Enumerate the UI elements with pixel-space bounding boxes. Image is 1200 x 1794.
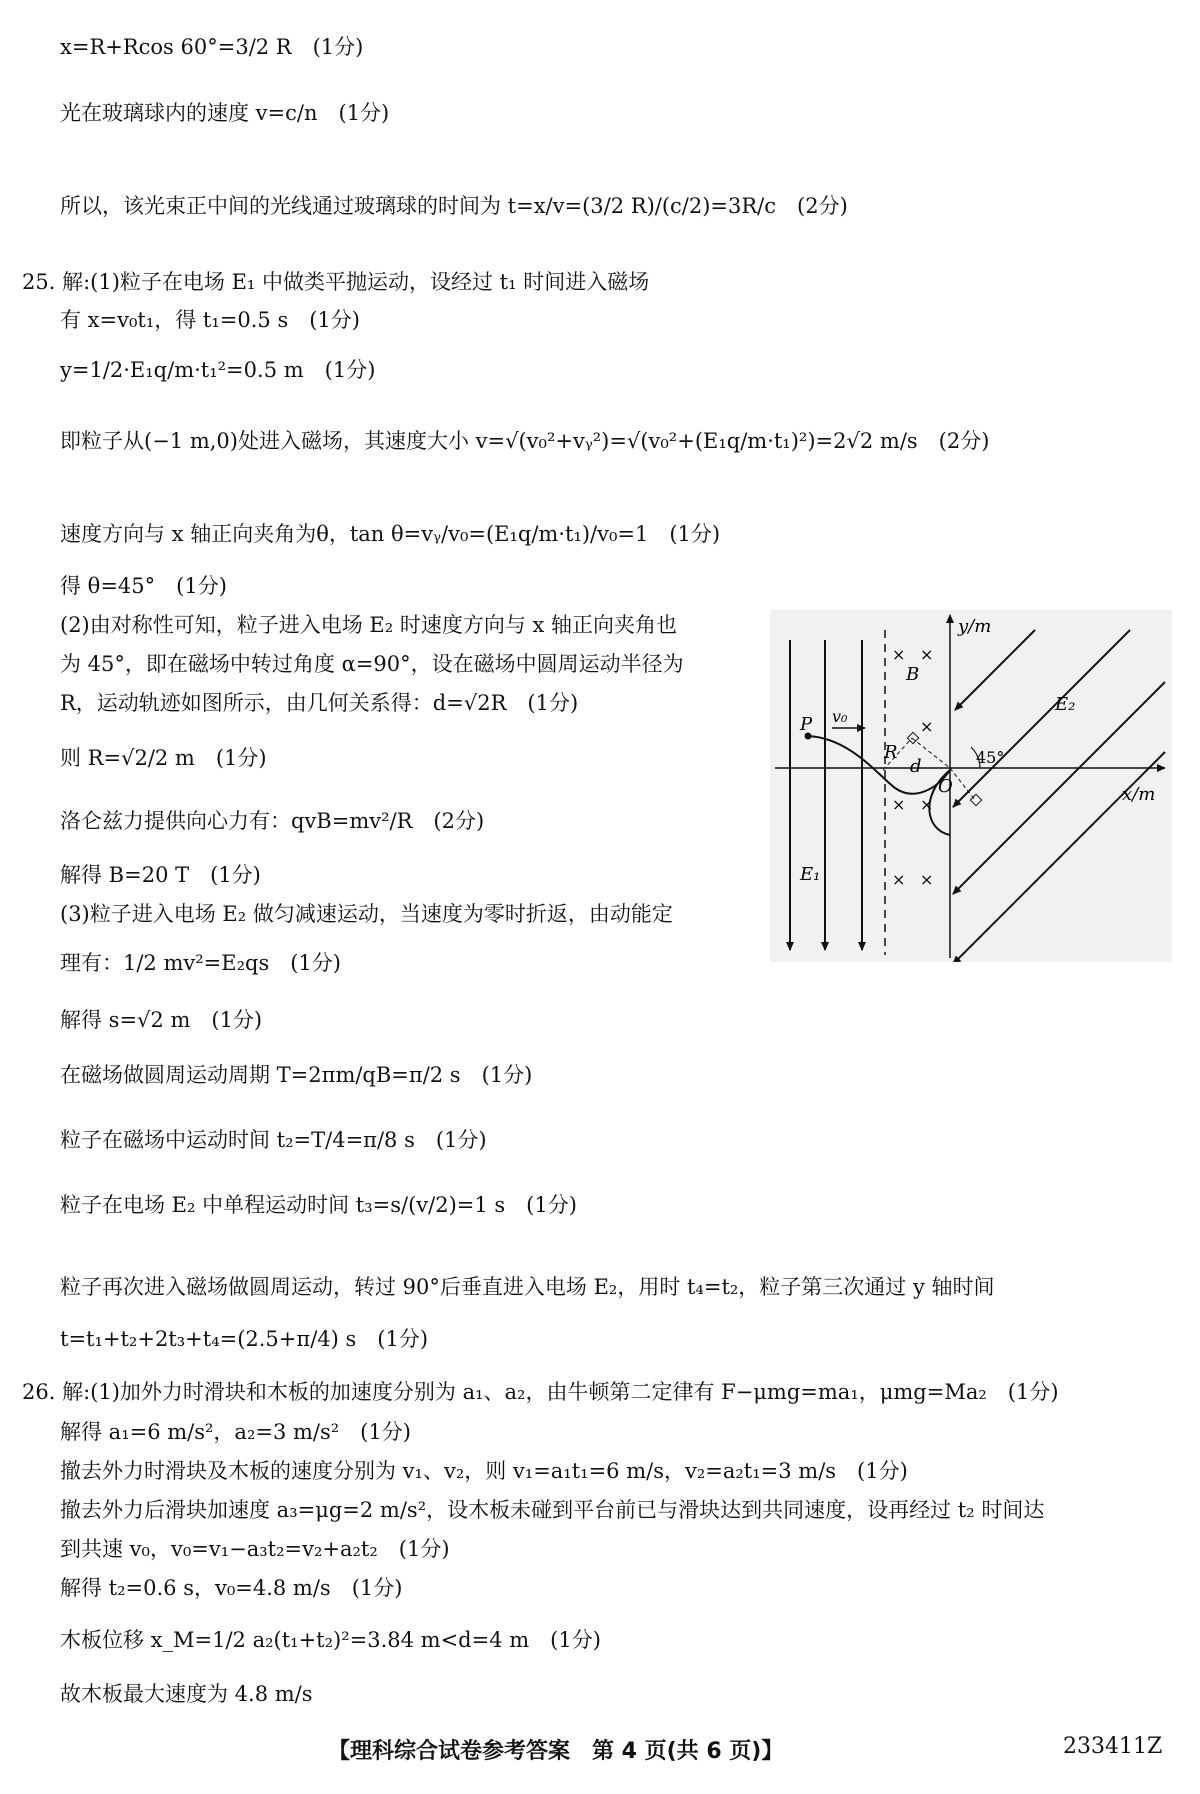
line-27: 撤去外力后滑块加速度 a₃=μg=2 m/s²，设木板未碰到平台前已与滑块达到共同速度，设再经过 t₂ 时间达 [60, 1498, 1045, 1522]
line-8: 速度方向与 x 轴正向夹角为θ，tan θ=vᵧ/v₀=(E₁q/m·t₁)/v₀=1 (1分) [60, 522, 721, 546]
line-28: 到共速 v₀，v₀=v₁−a₃t₂=v₂+a₂t₂ (1分) [60, 1537, 450, 1561]
e2-field-line [955, 630, 1035, 710]
field-cross: × [920, 645, 934, 664]
line-17: 理有：1/2 mv²=E₂qs (1分) [60, 951, 341, 975]
line-11: 为 45°，即在磁场中转过角度 α=90°，设在磁场中圆周运动半径为 [60, 652, 684, 676]
field-cross: × [892, 870, 906, 889]
x-axis-label: x/m [1122, 784, 1156, 805]
v0-label: v₀ [832, 707, 848, 726]
line-2: 光在玻璃球内的速度 v=c/n (1分) [60, 101, 390, 125]
field-cross: × [920, 795, 934, 814]
e2-label: E₂ [1055, 694, 1076, 715]
line-13: 则 R=√2/2 m (1分) [60, 746, 267, 770]
line-19: 在磁场做圆周运动周期 T=2πm/qB=π/2 s (1分) [60, 1063, 533, 1087]
line-22: 粒子再次进入磁场做圆周运动，转过 90°后垂直进入电场 E₂，用时 t₄=t₂，粒子第三次通过 y 轴时间 [60, 1275, 995, 1299]
line-25: 解得 a₁=6 m/s²，a₂=3 m/s² (1分) [60, 1420, 411, 1444]
line-14: 洛仑兹力提供向心力有：qvB=mv²/R (2分) [60, 809, 485, 833]
y-axis-label: y/m [958, 616, 992, 637]
line-5: 有 x=v₀t₁，得 t₁=0.5 s (1分) [60, 308, 360, 332]
e1-label: E₁ [800, 864, 821, 885]
line-16: (3)粒子进入电场 E₂ 做匀减速运动，当速度为零时折返，由动能定 [60, 902, 673, 926]
line-4: 25. 解:(1)粒子在电场 E₁ 中做类平抛运动，设经过 t₁ 时间进入磁场 [22, 270, 650, 294]
footer-code: 233411Z [1063, 1734, 1163, 1759]
line-3: 所以，该光束正中间的光线通过玻璃球的时间为 t=x/v=(3/2 R)/(c/2)=3R/c (2分) [60, 194, 848, 218]
field-cross: × [892, 645, 906, 664]
line-18: 解得 s=√2 m (1分) [60, 1008, 263, 1032]
line-24: 26. 解:(1)加外力时滑块和木板的加速度分别为 a₁、a₂，由牛顿第二定律有 F−μmg=ma₁，μmg=Ma₂ (1分) [22, 1380, 1059, 1404]
p-label: P [800, 714, 813, 735]
line-10: (2)由对称性可知，粒子进入电场 E₂ 时速度方向与 x 轴正向夹角也 [60, 613, 678, 637]
angle-label: 45° [976, 748, 1005, 767]
footer-title: 【理科综合试卷参考答案 第 4 页(共 6 页)】 [328, 1739, 784, 1764]
d-label: d [910, 756, 922, 777]
field-diagram [770, 610, 1172, 962]
line-7: 即粒子从(−1 m,0)处进入磁场，其速度大小 v=√(v₀²+vᵧ²)=√(v₀²+(E₁q/m·t₁)²)=2√2 m/s (2分) [60, 429, 990, 453]
line-31: 故木板最大速度为 4.8 m/s [60, 1682, 313, 1706]
line-29: 解得 t₂=0.6 s，v₀=4.8 m/s (1分) [60, 1576, 403, 1600]
line-6: y=1/2·E₁q/m·t₁²=0.5 m (1分) [60, 358, 376, 382]
line-20: 粒子在磁场中运动时间 t₂=T/4=π/8 s (1分) [60, 1128, 487, 1152]
line-30: 木板位移 x_M=1/2 a₂(t₁+t₂)²=3.84 m<d=4 m (1分) [60, 1628, 601, 1652]
particle-trajectory [808, 736, 950, 794]
line-21: 粒子在电场 E₂ 中单程运动时间 t₃=s/(v/2)=1 s (1分) [60, 1193, 577, 1217]
line-15: 解得 B=20 T (1分) [60, 863, 261, 887]
e2-field-line [953, 630, 1130, 807]
line-26: 撤去外力时滑块及木板的速度分别为 v₁、v₂，则 v₁=a₁t₁=6 m/s，v₂=a₂t₁=3 m/s (1分) [60, 1459, 908, 1483]
r-label: R [884, 742, 898, 763]
line-12: R，运动轨迹如图所示，由几何关系得：d=√2R (1分) [60, 691, 579, 715]
line-23: t=t₁+t₂+2t₃+t₄=(2.5+π/4) s (1分) [60, 1327, 429, 1351]
line-1: x=R+Rcos 60°=3/2 R (1分) [60, 35, 364, 59]
physics-figure [770, 610, 1172, 962]
field-cross: × [892, 795, 906, 814]
b-label: B [906, 664, 920, 685]
field-cross: × [920, 717, 934, 736]
radius-line-2 [950, 768, 975, 800]
o-label: O [938, 776, 953, 797]
field-cross: × [920, 870, 934, 889]
line-9: 得 θ=45° (1分) [60, 574, 227, 598]
